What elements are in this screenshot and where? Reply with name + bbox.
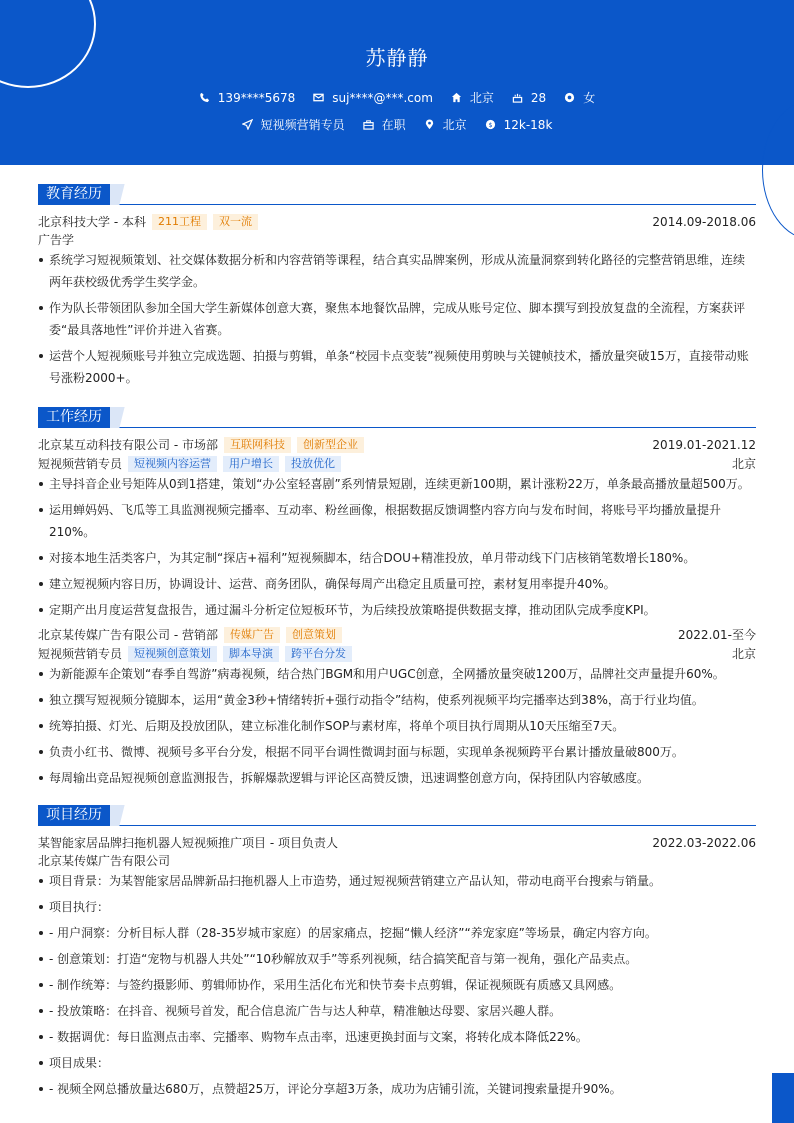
job-bullets: [38, 473, 756, 621]
list-item: 定期产出月度运营复盘报告，通过漏斗分析定位短板环节，为后续投放策略提供数据支撑，推动团队完成季度KPI。: [38, 599, 756, 621]
work-title: 工作经历: [38, 407, 110, 428]
job-position-row: [38, 454, 756, 473]
job-position-row: [38, 644, 756, 663]
education-bullets: [38, 249, 756, 389]
list-item: - 用户洞察：分析目标人群（28-35岁城市家庭）的居家痛点，挖掘“懒人经济”“养宠家庭”等场景，确定内容方向。: [38, 922, 756, 944]
list-item: 负责小红书、微博、视频号多平台分发，根据不同平台调性微调封面与标题，实现单条视频跨平台累计播放量破800万。: [38, 741, 756, 763]
target-city-item: [424, 116, 467, 133]
job-status-text: 在职: [381, 118, 406, 132]
briefcase-icon: [363, 119, 374, 130]
list-item: 运营个人短视频账号并独立完成选题、拍摄与剪辑，单条“校园卡点变装”视频使用剪映与关键帧技术，播放量突破15万，直接带动账号涨粉2000+。: [38, 345, 756, 389]
position-tag: 用户增长: [223, 456, 279, 472]
side-tab[interactable]: [772, 1073, 794, 1123]
company-tag: 创新型企业: [297, 437, 364, 453]
candidate-name: 苏静静: [365, 46, 429, 70]
job-intent-row: [0, 116, 794, 133]
job-date: 2019.01-2021.12: [652, 437, 756, 452]
target-position-text: 短视频营销专员: [260, 118, 345, 132]
position-tag: 跨平台分发: [285, 646, 352, 662]
job-company-row: [38, 625, 756, 644]
home-icon: [451, 92, 462, 103]
school-tag: 211工程: [152, 214, 207, 230]
job-entry: [38, 625, 756, 789]
position-tag: 短视频内容运营: [128, 456, 217, 472]
list-item: - 视频全网总播放量达680万，点赞超25万，评论分享超3万条，成功为店铺引流，关键词搜索量提升90%。: [38, 1078, 756, 1100]
list-item: 为新能源车企策划“春季自驾游”病毒视频，结合热门BGM和用户UGC创意，全网播放量突破1200万，品牌社交声量提升60%。: [38, 663, 756, 685]
projects-title: 项目经历: [38, 805, 110, 826]
project-header-row: [38, 833, 756, 852]
work-title-bar: [38, 407, 756, 428]
resume-header: [0, 0, 794, 165]
job-city: 北京: [731, 647, 756, 661]
gender-text: 女: [583, 91, 596, 105]
job-bullets: [38, 663, 756, 789]
position-name: 短视频营销专员: [38, 457, 123, 471]
company-name: 北京某互动科技有限公司 - 市场部: [38, 438, 218, 452]
mail-icon: [313, 92, 324, 103]
projects-title-bar: [38, 805, 756, 826]
gender-icon: [564, 92, 575, 103]
company-name: 北京某传媒广告有限公司 - 营销部: [38, 628, 218, 642]
list-item: 独立撰写短视频分镜脚本，运用“黄金3秒+情绪转折+强行动指令”结构，使系列视频平均完播率达到38%，高于行业均值。: [38, 689, 756, 711]
project-date: 2022.03-2022.06: [652, 835, 756, 850]
list-item: 运用蝉妈妈、飞瓜等工具监测视频完播率、互动率、粉丝画像，根据数据反馈调整内容方向与发布时间，将账号平均播放量提升210%。: [38, 499, 756, 543]
phone-item: [199, 89, 295, 106]
target-position-item: [242, 116, 345, 133]
list-item: - 投放策略：在抖音、视频号首发，配合信息流广告与达人种草，精准触达母婴、家居兴趣人群。: [38, 1000, 756, 1022]
phone-text: 139****5678: [217, 90, 296, 105]
job-entry: [38, 435, 756, 621]
send-icon: [242, 119, 253, 130]
job-city: 北京: [731, 457, 756, 471]
job-status-item: [363, 116, 406, 133]
list-item: 建立短视频内容日历，协调设计、运营、商务团队，确保每周产出稳定且质量可控，素材复用率提升40%。: [38, 573, 756, 595]
list-item: 主导抖音企业号矩阵从0到1搭建，策划“办公室轻喜剧”系列情景短剧，连续更新100期，累计涨粉22万，单条最高播放量超500万。: [38, 473, 756, 495]
list-item: - 制作统筹：与签约摄影师、剪辑师协作，采用生活化布光和快节奏卡点剪辑，保证视频既有质感又具网感。: [38, 974, 756, 996]
age-text: 28: [530, 90, 547, 105]
position-tag: 投放优化: [285, 456, 341, 472]
residence-item: [451, 89, 494, 106]
project-bullets: [38, 870, 756, 1100]
education-title: 教育经历: [38, 184, 110, 205]
job-date: 2022.01-至今: [678, 628, 756, 642]
education-header-row: [38, 212, 756, 231]
company-tag: 互联网科技: [224, 437, 291, 453]
phone-icon: [199, 92, 210, 103]
list-item: 作为队长带领团队参加全国大学生新媒体创意大赛，聚焦本地餐饮品牌，完成从账号定位、脚本撰写到投放复盘的全流程，方案获评委“最具落地性”评价并进入省赛。: [38, 297, 756, 341]
school-name: 北京科技大学 - 本科: [38, 215, 146, 229]
job-company-row: [38, 435, 756, 454]
list-item: - 数据调优：每日监测点击率、完播率、购物车点击率，迅速更换封面与文案，将转化成本降低22%。: [38, 1026, 756, 1048]
cake-icon: [512, 92, 523, 103]
company-tag: 传媒广告: [224, 627, 280, 643]
list-item: 对接本地生活类客户，为其定制“探店+福利”短视频脚本，结合DOU+精准投放，单月带动线下门店核销笔数增长180%。: [38, 547, 756, 569]
school-tag: 双一流: [213, 214, 258, 230]
location-pin-icon: [424, 119, 435, 130]
email-item: [313, 89, 433, 106]
contact-row: [0, 89, 794, 106]
age-item: [512, 89, 546, 106]
list-item: - 创意策划：打造“宠物与机器人共处”“10秒解放双手”等系列视频，结合搞笑配音与第一视角，强化产品卖点。: [38, 948, 756, 970]
gender-item: [564, 89, 595, 106]
project-org: 北京某传媒广告有限公司: [38, 854, 171, 868]
money-icon: [485, 119, 496, 130]
work-section: [38, 407, 756, 793]
education-section: [38, 184, 756, 393]
email-text: suj****@***.com: [332, 90, 433, 105]
project-name: 某智能家居品牌扫拖机器人短视频推广项目 - 项目负责人: [38, 836, 338, 850]
salary-item: [485, 116, 553, 133]
list-item: 统筹拍摄、灯光、后期及投放团队，建立标准化制作SOP与素材库，将单个项目执行周期从10天压缩至7天。: [38, 715, 756, 737]
education-date: 2014.09-2018.06: [652, 214, 756, 229]
list-item: 项目执行：: [38, 896, 756, 918]
projects-section: [38, 805, 756, 1104]
major: 广告学: [38, 233, 75, 247]
position-tag: 短视频创意策划: [128, 646, 217, 662]
salary-text: 12k-18k: [503, 117, 553, 132]
target-city-text: 北京: [442, 118, 467, 132]
position-tag: 脚本导演: [223, 646, 279, 662]
company-tag: 创意策划: [286, 627, 342, 643]
list-item: 每周输出竞品短视频创意监测报告，拆解爆款逻辑与评论区高赞反馈，迅速调整创意方向，保持团队内容敏感度。: [38, 767, 756, 789]
list-item: 项目成果：: [38, 1052, 756, 1074]
list-item: 系统学习短视频策划、社交媒体数据分析和内容营销等课程，结合真实品牌案例，形成从流量洞察到转化路径的完整营销思维，连续两年获校级优秀学生奖学金。: [38, 249, 756, 293]
residence-text: 北京: [469, 91, 494, 105]
education-title-bar: [38, 184, 756, 205]
svg-text:$: $: [488, 120, 493, 129]
position-name: 短视频营销专员: [38, 647, 123, 661]
list-item: 项目背景：为某智能家居品牌新品扫拖机器人上市造势，通过短视频营销建立产品认知，带动电商平台搜索与销量。: [38, 870, 756, 892]
